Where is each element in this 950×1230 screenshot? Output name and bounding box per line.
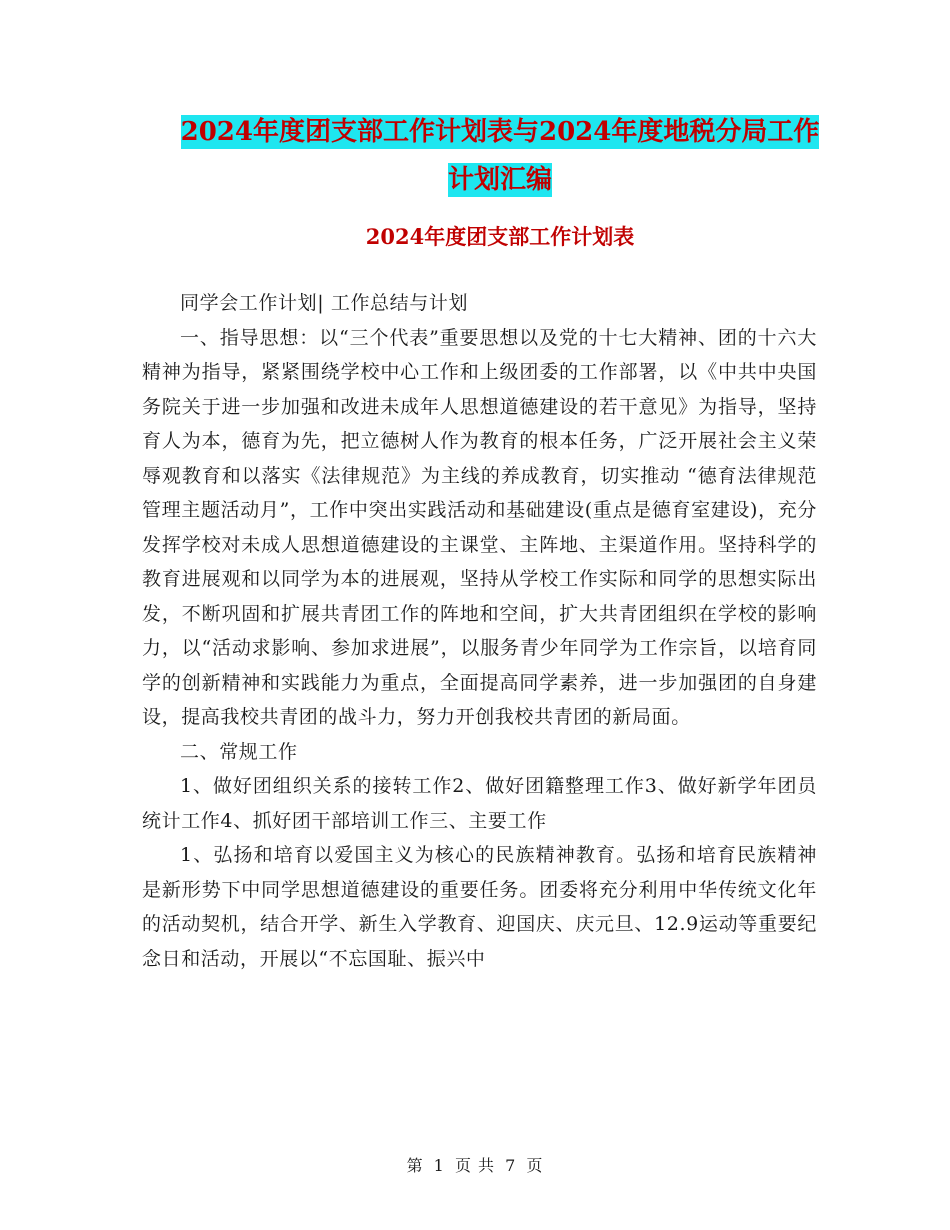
document-title-line-1: 2024年度团支部工作计划表与2024年度地税分局工作 [180,117,820,147]
current-page-number: 1 [433,1156,445,1175]
document-title [140,108,860,204]
page-footer [0,1153,950,1176]
total-page-count: 7 [505,1156,517,1175]
paragraph: 一、指导思想：以“三个代表”重要思想以及党的十七大精神、团的十六大精神为指导，紧紧围绕学校中心工作和上级团委的工作部署，以《中共中央国务院关于进一步加强和改进未成年人思想道德建设的若干意见》为指导，坚持育人为本，德育为先，把立德树人作为教育的根本任务，广泛开展社会主义荣辱观教育和以落实《法律规范》为主线的养成教育，切实推动 “德育法律规范管理主题活动月”，工作中突出实践活动和基础建设(重点是德育室建设)，充分发挥学校对未成人思想道德建设的主课堂、主阵地、主渠道作用。坚持科学的教育进展观和以同学为本的进展观，坚持从学校工作实际和同学的思想实际出发，不断巩固和扩展共青团工作的阵地和空间，扩大共青团组织在学校的影响力，以“活动求影响、参加求进展”，以服务青少年同学为工作宗旨，以培育同学的创新精神和实践能力为重点，全面提高同学素养，进一步加强团的自身建设，提高我校共青团的战斗力，努力开创我校共青团的新局面。 [142,326,817,728]
paragraph: 二、常规工作 [180,740,298,763]
footer-suffix: 页 [526,1156,544,1175]
document-title-line-2: 计划汇编 [447,165,552,195]
footer-middle: 页 共 [454,1156,496,1175]
paragraph: 同学会工作计划| 工作总结与计划 [180,292,469,314]
footer-prefix: 第 [406,1156,424,1175]
paragraph: 1、做好团组织关系的接转工作2、做好团籍整理工作3、做好新学年团员统计工作4、抓好团干部培训工作三、主要工作 [142,775,817,832]
document-body [142,286,817,976]
paragraph: 1、弘扬和培育以爱国主义为核心的民族精神教育。弘扬和培育民族精神是新形势下中同学思想道德建设的重要任务。团委将充分利用中华传统文化年的活动契机，结合开学、新生入学教育、迎国庆、庆元旦、12.9运动等重要纪念日和活动，开展以“不忘国耻、振兴中 [142,844,817,970]
section-title: 2024年度团支部工作计划表 [365,224,635,249]
